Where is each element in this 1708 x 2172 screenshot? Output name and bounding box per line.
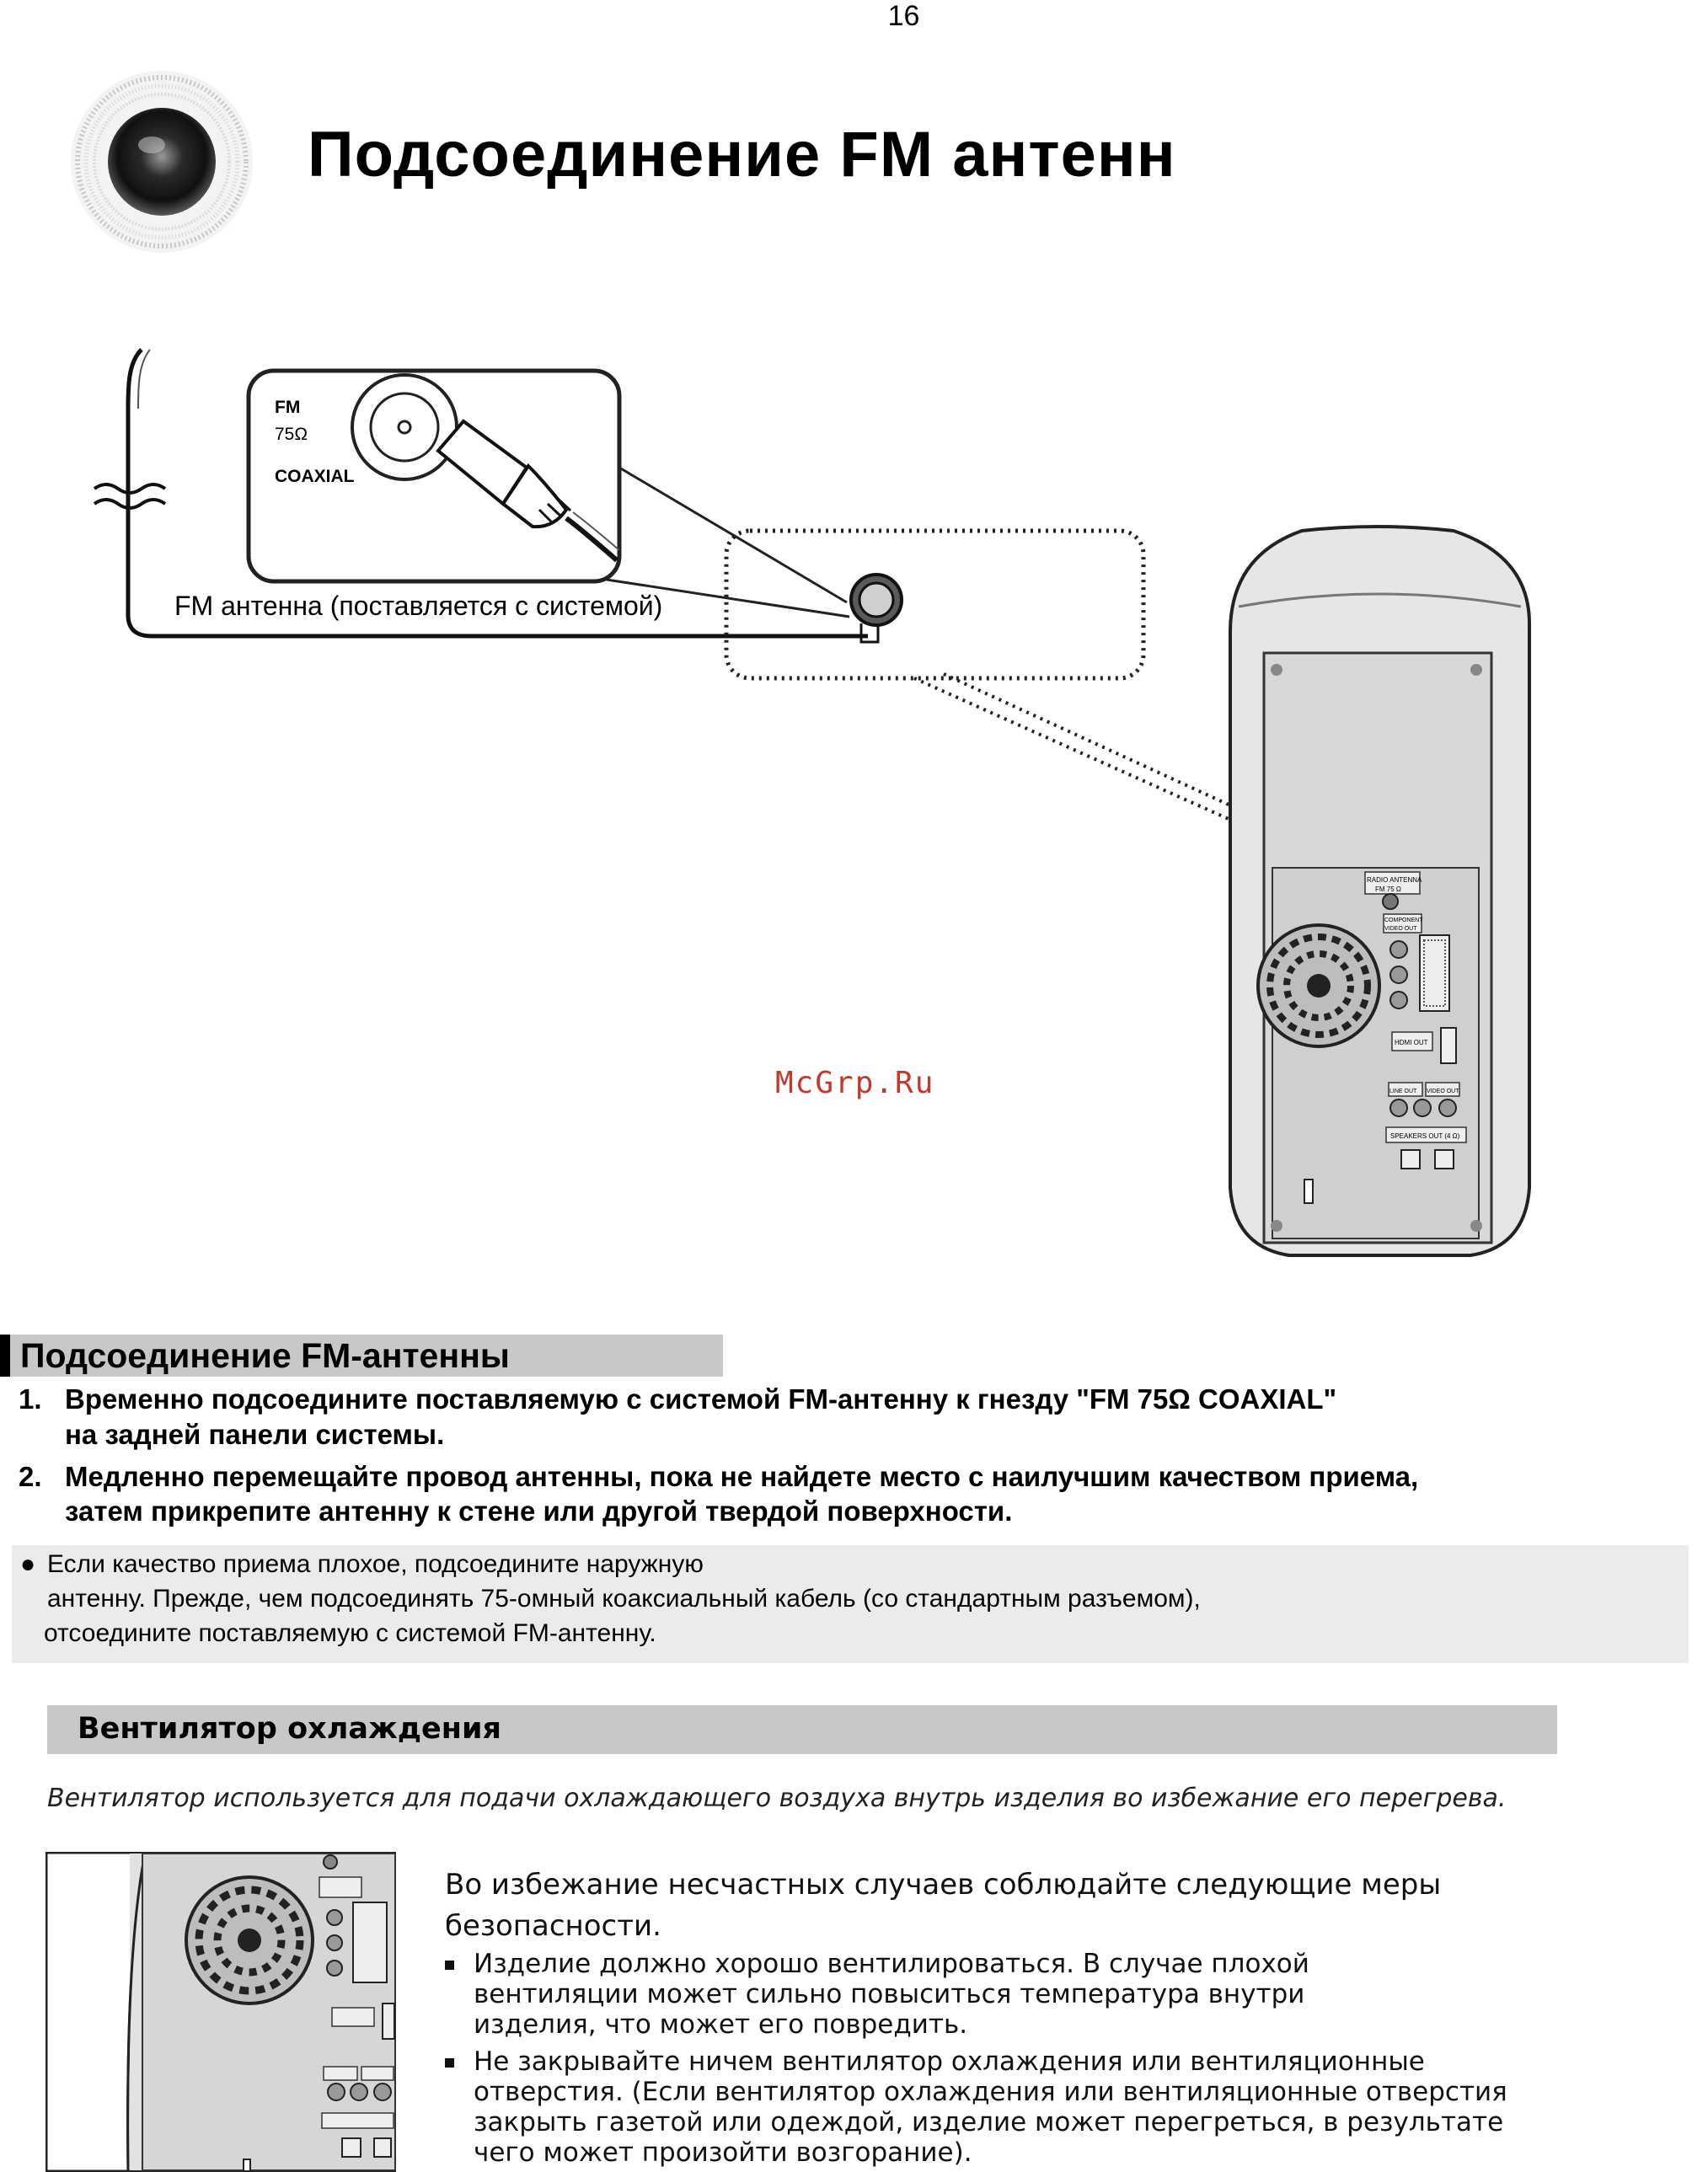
step-text-line: Временно подсоедините поставляемую с системой FM-антенну к гнезду "FM 75Ω COAXIAL" xyxy=(65,1383,1337,1415)
panel-label-fm-75: FM 75 Ω xyxy=(1375,885,1401,893)
bullet-text-line: отверстия. (Если вентилятор охлаждения или вентиляционные отверстия xyxy=(474,2077,1507,2107)
panel-label-radio-antenna: RADIO ANTENNA xyxy=(1367,876,1422,884)
watermark: McGrp.Ru xyxy=(775,1066,935,1100)
fan-description: Вентилятор используется для подачи охлаждающего воздуха внутрь изделия во избежание его перегрева. xyxy=(47,1784,1507,1813)
bullet-text-line: Изделие должно хорошо вентилироваться. В случае плохой xyxy=(474,1949,1309,1979)
note-line: антенну. Прежде, чем подсоединять 75-омный коаксиальный кабель (со стандартным разъемом), xyxy=(47,1585,1201,1613)
step-text-line: Медленно перемещайте провод антенны, пока не найдете место с наилучшим качеством приема, xyxy=(65,1461,1419,1492)
page-title: Подсоединение FM антенн xyxy=(308,119,1176,190)
safety-intro: Во избежание несчастных случаев соблюдайте следующие меры xyxy=(445,1868,1442,1902)
panel-label-speakers-out: SPEAKERS OUT (4 Ω) xyxy=(1390,1132,1460,1140)
panel-label-component: COMPONENT xyxy=(1384,917,1423,923)
antenna-connection-diagram xyxy=(0,329,1708,1272)
panel-label-video-out-2: VIDEO OUT xyxy=(1427,1089,1459,1094)
bullet-square-icon xyxy=(445,1961,454,1970)
note-line: отсоедините поставляемую с системой FM-антенну. xyxy=(44,1619,656,1647)
panel-label-line-out: LINE OUT xyxy=(1389,1089,1417,1094)
note-box xyxy=(12,1545,1689,1663)
page-number: 16 xyxy=(887,0,920,32)
step-text-line: затем прикрепите антенну к стене или другой твердой поверхности. xyxy=(65,1495,1013,1527)
step-number: 1. xyxy=(19,1383,42,1415)
rear-panel-fan-image xyxy=(46,1852,396,2172)
jack-label-fm: FM xyxy=(275,398,301,417)
speaker-logo-icon xyxy=(67,67,257,257)
bullet-text-line: изделия, что может его повредить. xyxy=(474,2009,968,2040)
bullet-text-line: чего может произойти возгорание). xyxy=(474,2137,972,2168)
note-bullet-icon: ● xyxy=(20,1550,36,1578)
jack-label-coaxial: COAXIAL xyxy=(275,467,355,486)
antenna-caption: FM антенна (поставляется с системой) xyxy=(174,591,663,621)
panel-label-video-out: VIDEO OUT xyxy=(1384,926,1417,932)
section-title-cooling-fan: Вентилятор охлаждения xyxy=(78,1712,501,1746)
section-title-fm-antenna: Подсоединение FM-антенны xyxy=(20,1336,510,1375)
bullet-text-line: вентиляции может сильно повыситься температура внутри xyxy=(474,1979,1305,2009)
panel-label-hdmi-out: HDMI OUT xyxy=(1395,1039,1428,1046)
section-header-cooling-fan xyxy=(47,1705,1557,1754)
section-header-fm-antenna xyxy=(0,1335,723,1377)
bullet-text-line: Не закрывайте ничем вентилятор охлаждения или вентиляционные xyxy=(474,2046,1425,2077)
note-line: Если качество приема плохое, подсоедините наружную xyxy=(47,1550,704,1578)
safety-intro-continued: безопасности. xyxy=(445,1909,661,1943)
bullet-text-line: закрыть газетой или одеждой, изделие может перегреться, в результате xyxy=(474,2107,1504,2137)
bullet-square-icon xyxy=(445,2058,454,2068)
jack-label-ohm: 75Ω xyxy=(275,425,308,444)
step-number: 2. xyxy=(19,1461,42,1492)
step-text-line: на задней панели системы. xyxy=(65,1419,445,1450)
